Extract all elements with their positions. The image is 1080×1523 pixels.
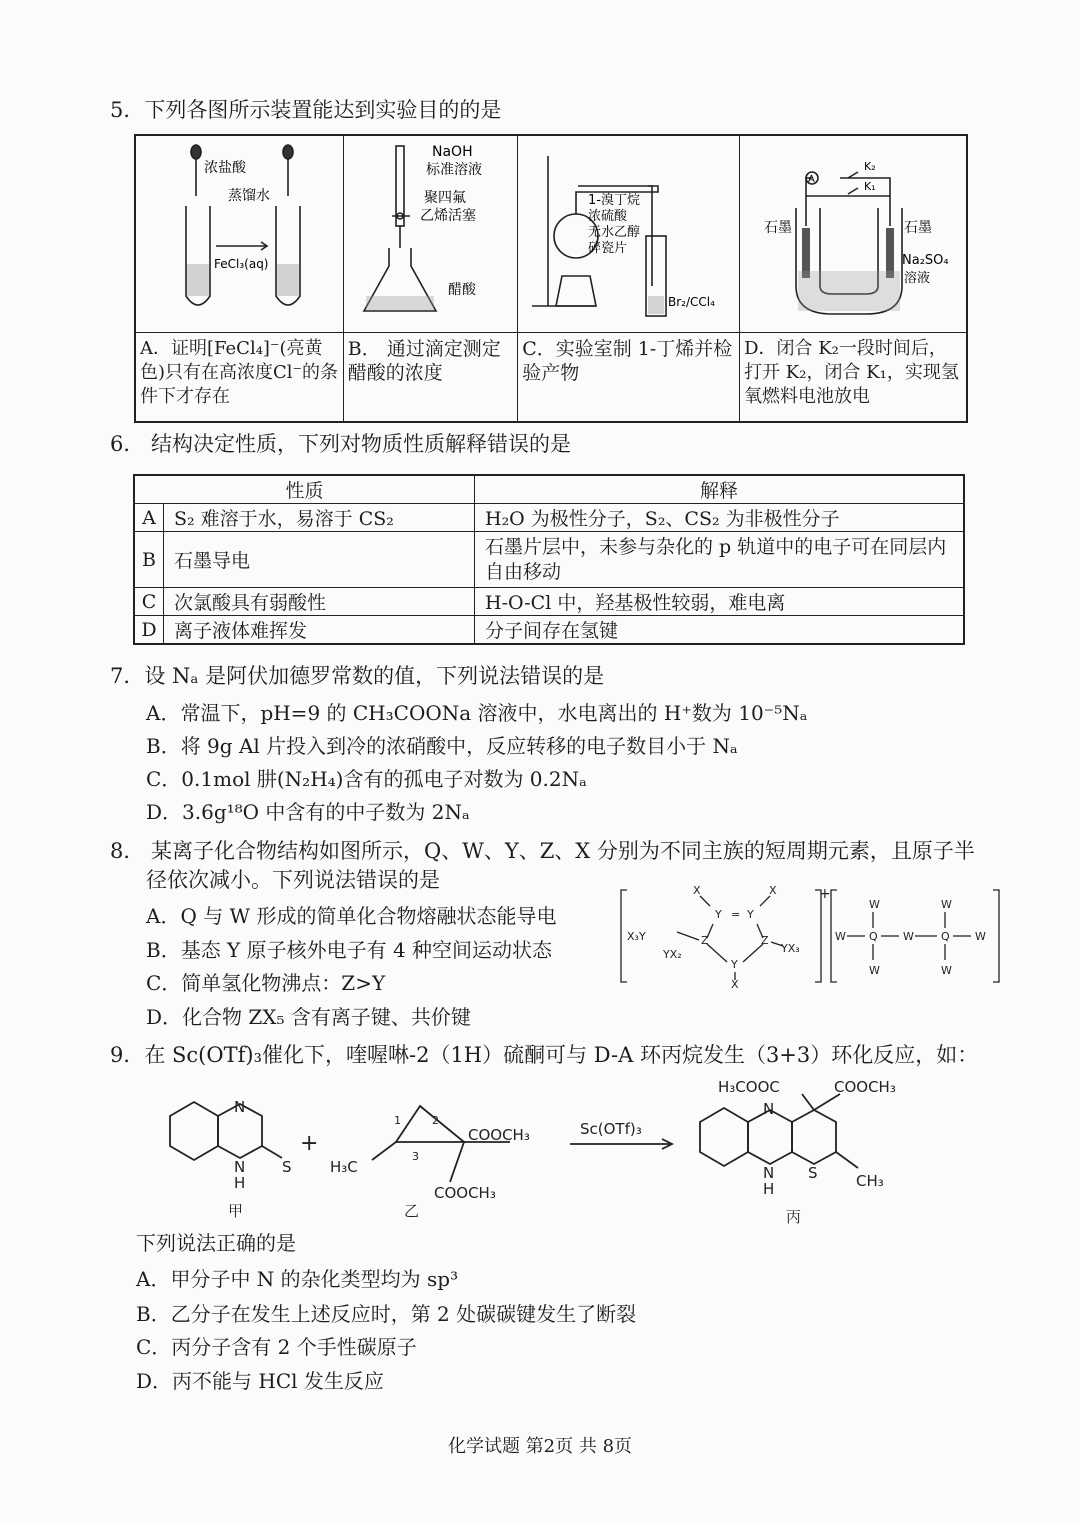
q6-row-explanation: H-O-Cl 中，羟基极性较弱，难电离 bbox=[475, 588, 965, 616]
bing-methyl: CH₃ bbox=[856, 1172, 884, 1190]
fig-b-naoh: NaOH bbox=[431, 144, 473, 160]
q9-option-a: A．甲分子中 N 的杂化类型均为 sp³ bbox=[136, 1267, 459, 1291]
bing-s: S bbox=[808, 1164, 818, 1182]
fig-d-ammeter: A bbox=[808, 174, 815, 185]
jia-h: H bbox=[234, 1174, 246, 1192]
fig-c-cell bbox=[518, 135, 740, 333]
struct-x: X bbox=[693, 884, 701, 897]
struct-w: W bbox=[835, 930, 846, 943]
q5-caption-a: A．证明[FeCl₄]⁻(亮黄色)只有在高浓度Cl⁻的条件下才存在 bbox=[135, 333, 343, 423]
q8-option-c: C．简单氢化物沸点：Z>Y bbox=[146, 971, 386, 995]
fig-c-distillation bbox=[518, 136, 737, 332]
q6-header-property: 性质 bbox=[134, 475, 475, 504]
fig-b-titration bbox=[344, 136, 516, 332]
fig-a-fecl3: FeCl₃(aq) bbox=[214, 257, 269, 271]
struct-w: W bbox=[869, 898, 880, 911]
q6-row-explanation: 石墨片层中，未参与杂化的 p 轨道中的电子可在同层内自由移动 bbox=[475, 532, 965, 588]
plus-sign: + bbox=[300, 1131, 319, 1156]
q8-option-b: B．基态 Y 原子核外电子有 4 种空间运动状态 bbox=[146, 938, 553, 962]
q6-stem: 6． 结构决定性质，下列对物质性质解释错误的是 bbox=[110, 432, 572, 456]
q6-row-property: S₂ 难溶于水，易溶于 CS₂ bbox=[164, 504, 475, 532]
jia-n: N bbox=[234, 1158, 246, 1176]
fig-d-graphite-right: 石墨 bbox=[904, 220, 933, 236]
fig-d-solution: 溶液 bbox=[904, 271, 931, 286]
struct-w: W bbox=[869, 964, 880, 977]
struct-yx3: YX₃ bbox=[781, 942, 800, 955]
struct-x: X bbox=[769, 884, 777, 897]
yi-methyl: H₃C bbox=[330, 1158, 358, 1176]
struct-w: W bbox=[941, 964, 952, 977]
struct-yx2: YX₂ bbox=[663, 948, 682, 961]
fig-d-k2: K₂ bbox=[864, 160, 876, 173]
q8-stem-line1: 8． 某离子化合物结构如图所示，Q、W、Y、Z、X 分别为不同主族的短周期元素，且原子半 bbox=[110, 839, 975, 863]
struct-w: W bbox=[903, 930, 914, 943]
fig-c-h2so4: 浓硫酸 bbox=[588, 209, 628, 224]
struct-y: Y bbox=[715, 908, 722, 921]
q7-option-c: C．0.1mol 肼(N₂H₄)含有的孤电子对数为 0.2Nₐ bbox=[146, 767, 587, 791]
bing-n: N bbox=[763, 1164, 775, 1182]
fig-c-ethanol: 无水乙醇 bbox=[588, 225, 641, 240]
fig-c-chips: 碎瓷片 bbox=[588, 241, 628, 256]
q6-header-explanation: 解释 bbox=[475, 475, 965, 504]
q8-ionic-structure bbox=[615, 882, 1005, 992]
struct-charge: + bbox=[819, 886, 831, 902]
q5-caption-c: C．实验室制 1-丁烯并检验产物 bbox=[518, 333, 740, 423]
label-bing: 丙 bbox=[786, 1208, 802, 1226]
q6-property-table bbox=[133, 474, 965, 645]
struct-w: W bbox=[941, 898, 952, 911]
q9-prompt: 下列说法正确的是 bbox=[136, 1231, 296, 1255]
bing-ester-left: H₃COOC bbox=[718, 1078, 780, 1096]
fig-d-graphite-left: 石墨 bbox=[764, 220, 793, 236]
yi-ester: COOCH₃ bbox=[468, 1126, 530, 1144]
yi-num-3: 3 bbox=[412, 1150, 419, 1163]
q5-caption-b: B． 通过滴定测定醋酸的浓度 bbox=[343, 333, 517, 423]
q8-option-a: A．Q 与 W 形成的简单化合物熔融状态能导电 bbox=[146, 904, 557, 928]
q9-option-c: C．丙分子含有 2 个手性碳原子 bbox=[136, 1335, 417, 1359]
struct-q: Q bbox=[941, 930, 950, 943]
page-footer: 化学试题 第2页 共 8页 bbox=[447, 1436, 633, 1457]
q6-row-explanation: 分子间存在氢键 bbox=[475, 616, 965, 645]
fig-d-cell bbox=[740, 135, 967, 333]
q6-row-letter: D bbox=[134, 616, 164, 645]
struct-y: Y bbox=[731, 958, 738, 971]
q7-option-d: D．3.6g¹⁸O 中含有的中子数为 2Nₐ bbox=[146, 800, 470, 824]
fig-b-acetic: 醋酸 bbox=[447, 282, 476, 298]
bing-ester-right: COOCH₃ bbox=[834, 1078, 896, 1096]
q5-stem: 5．下列各图所示装置能达到实验目的的是 bbox=[110, 98, 502, 122]
fig-d-k1: K₁ bbox=[864, 180, 876, 193]
jia-s: S bbox=[282, 1158, 292, 1176]
yi-ester: COOCH₃ bbox=[434, 1184, 496, 1202]
fig-b-ptfe: 聚四氟 bbox=[423, 190, 466, 206]
struct-x3y: X₃Y bbox=[627, 930, 646, 943]
q8-stem-line2: 径依次减小。下列说法错误的是 bbox=[146, 868, 440, 892]
bing-n: N bbox=[763, 1100, 775, 1118]
q6-row-property: 离子液体难挥发 bbox=[164, 616, 475, 645]
fig-d-electrolysis bbox=[740, 136, 964, 332]
q9-option-d: D．丙不能与 HCl 发生反应 bbox=[136, 1369, 384, 1393]
q6-row-letter: C bbox=[134, 588, 164, 616]
fig-a-water: 蒸馏水 bbox=[228, 188, 270, 204]
q8-option-d: D．化合物 ZX₅ 含有离子键、共价键 bbox=[146, 1005, 471, 1029]
q7-option-a: A．常温下，pH=9 的 CH₃COONa 溶液中，水电离出的 H⁺数为 10⁻⁵Nₐ bbox=[146, 701, 808, 725]
q6-row-letter: A bbox=[134, 504, 164, 532]
q6-row-letter: B bbox=[134, 532, 164, 588]
fig-a-conc-hcl: 浓盐酸 bbox=[204, 160, 246, 176]
bing-h: H bbox=[763, 1180, 775, 1198]
struct-x: X bbox=[731, 978, 739, 991]
q9-reaction-scheme bbox=[150, 1076, 940, 1226]
q5-caption-d: D．闭合 K₂一段时间后，打开 K₂，闭合 K₁，实现氢氧燃料电池放电 bbox=[740, 333, 967, 423]
q9-stem: 9．在 Sc(OTf)₃催化下，喹喔啉-2（1H）硫酮可与 D-A 环丙烷发生（3+3）环化反应，如： bbox=[110, 1043, 979, 1067]
yi-num-2: 2 bbox=[432, 1114, 439, 1127]
struct-eq: = bbox=[731, 908, 741, 921]
struct-z: Z bbox=[761, 934, 769, 947]
q5-apparatus-table bbox=[134, 134, 968, 423]
struct-q: Q bbox=[869, 930, 878, 943]
q6-row-explanation: H₂O 为极性分子，S₂、CS₂ 为非极性分子 bbox=[475, 504, 965, 532]
q7-stem: 7．设 Nₐ 是阿伏加德罗常数的值，下列说法错误的是 bbox=[110, 664, 605, 688]
struct-z: Z bbox=[701, 934, 709, 947]
q9-option-b: B．乙分子在发生上述反应时，第 2 处碳碳键发生了断裂 bbox=[136, 1302, 637, 1326]
fig-b-valve: 乙烯活塞 bbox=[419, 208, 476, 224]
q6-row-property: 次氯酸具有弱酸性 bbox=[164, 588, 475, 616]
fig-a-cell bbox=[135, 135, 343, 333]
yi-num-1: 1 bbox=[394, 1114, 401, 1127]
catalyst: Sc(OTf)₃ bbox=[580, 1120, 642, 1138]
fig-c-bromobutane: 1-溴丁烷 bbox=[588, 193, 641, 208]
fig-b-cell bbox=[343, 135, 517, 333]
q7-option-b: B．将 9g Al 片投入到冷的浓硝酸中，反应转移的电子数目小于 Nₐ bbox=[146, 734, 738, 758]
label-yi: 乙 bbox=[404, 1202, 420, 1220]
fig-b-standard: 标准溶液 bbox=[425, 162, 482, 178]
q6-row-property: 石墨导电 bbox=[164, 532, 475, 588]
fig-c-br2-ccl4: Br₂/CCl₄ bbox=[668, 295, 716, 309]
jia-n: N bbox=[234, 1098, 246, 1116]
struct-w: W bbox=[975, 930, 986, 943]
label-jia: 甲 bbox=[228, 1202, 244, 1220]
struct-y: Y bbox=[747, 908, 754, 921]
fig-d-na2so4: Na₂SO₄ bbox=[902, 253, 949, 268]
fig-a-test-tubes bbox=[136, 136, 341, 332]
